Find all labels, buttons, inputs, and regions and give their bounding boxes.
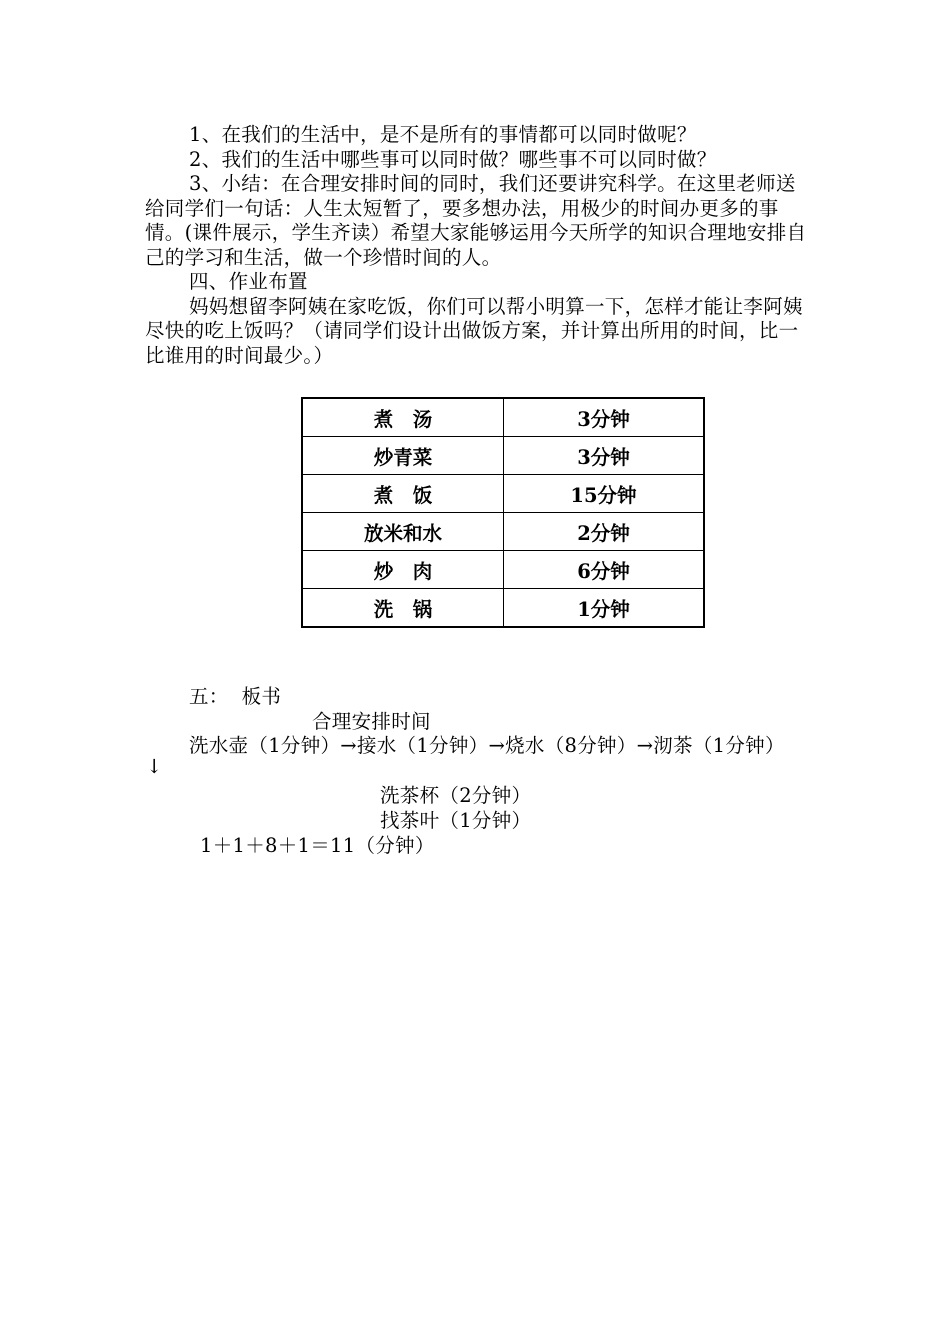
down-arrow-icon: ↓ [146, 755, 163, 778]
board-side-step-1: 洗茶杯（2分钟） [380, 784, 532, 807]
lesson-text [145, 123, 810, 368]
task-cell: 煮 饭 [302, 475, 504, 513]
time-cell: 6分钟 [504, 551, 705, 589]
task-cell: 煮 汤 [302, 398, 504, 437]
board-side-step-2: 找茶叶（1分钟） [380, 809, 532, 832]
time-cell: 1分钟 [504, 589, 705, 628]
table-row [302, 589, 704, 628]
table-row [302, 513, 704, 551]
board-flow: 洗水壶（1分钟）→接水（1分钟）→烧水（8分钟）→沏茶（1分钟） [189, 734, 785, 757]
board-title: 合理安排时间 [312, 710, 431, 733]
task-cell: 炒青菜 [302, 437, 504, 475]
board-heading: 五： 板书 [189, 685, 282, 708]
time-cell: 3分钟 [504, 437, 705, 475]
paragraph-question-1: 1、在我们的生活中，是不是所有的事情都可以同时做呢？ [189, 123, 697, 146]
table-row [302, 475, 704, 513]
board-total: 1＋1＋8＋1＝11（分钟） [200, 834, 435, 857]
time-cell: 2分钟 [504, 513, 705, 551]
time-cell: 3分钟 [504, 398, 705, 437]
paragraph-question-2: 2、我们的生活中哪些事可以同时做？哪些事不可以同时做？ [189, 147, 717, 171]
task-cell: 放米和水 [302, 513, 504, 551]
table-row [302, 551, 704, 589]
section-heading-homework: 四、作业布置 [189, 270, 308, 293]
paragraph-summary: 3、小结：在合理安排时间的同时，我们还要讲究科学。在这里老师送给同学们一句话：人生太短暂了，要多想办法，用极少的时间办更多的事情。(课件展示，学生齐读）希望大家能够运用今天所学的知识合理地安排自己的学习和生活，做一个珍惜时间的人。 [145, 172, 807, 269]
task-cell: 炒 肉 [302, 551, 504, 589]
table-row [302, 437, 704, 475]
task-cell: 洗 锅 [302, 589, 504, 628]
time-cell: 15分钟 [504, 475, 705, 513]
table-row [302, 398, 704, 437]
cooking-time-table [301, 397, 705, 628]
paragraph-homework: 妈妈想留李阿姨在家吃饭，你们可以帮小明算一下，怎样才能让李阿姨尽快的吃上饭吗？（请同学们设计出做饭方案，并计算出所用的时间，比一比谁用的时间最少。） [145, 294, 803, 367]
